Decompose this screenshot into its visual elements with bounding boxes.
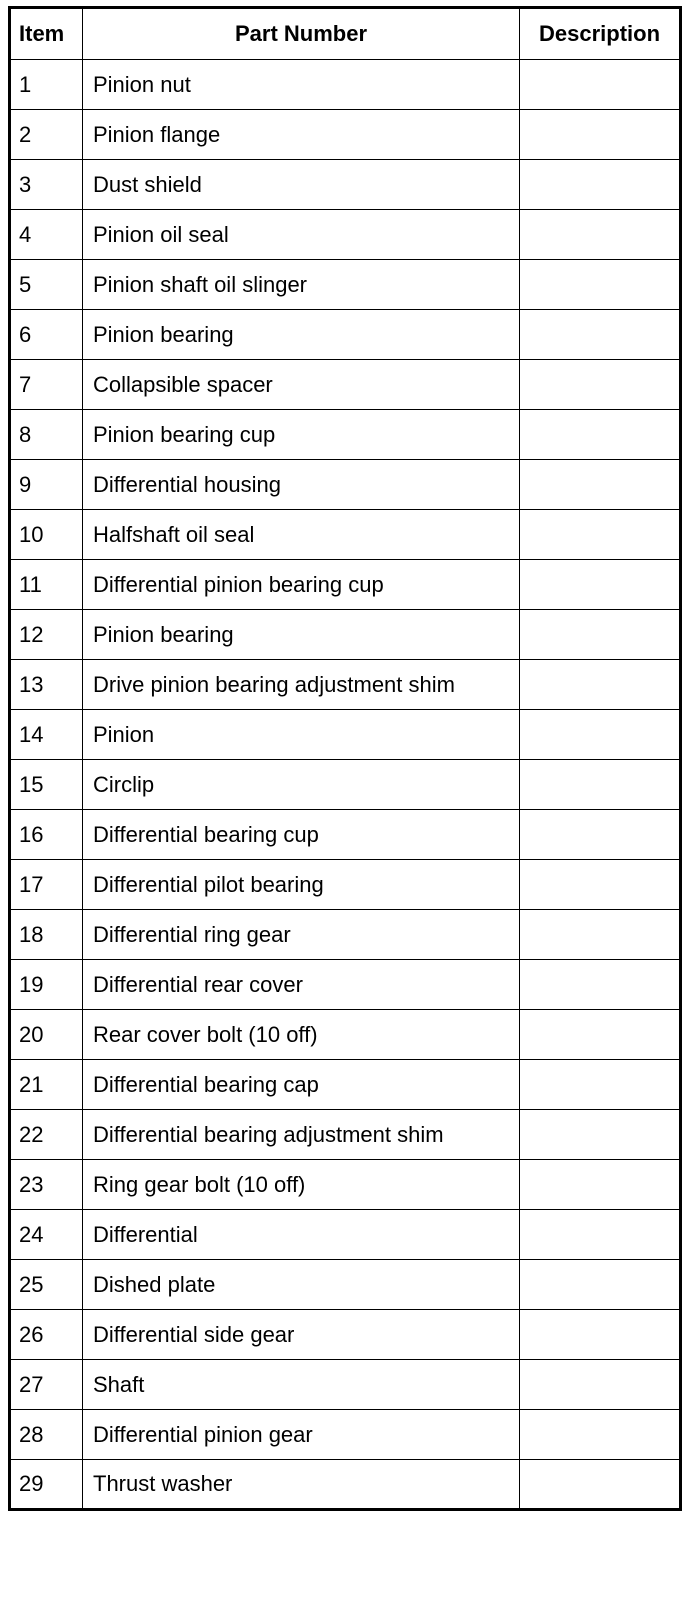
row-item-number: 24 <box>10 1210 83 1260</box>
row-item-number: 29 <box>10 1460 83 1510</box>
table-row <box>10 1010 681 1060</box>
row-item-number: 14 <box>10 710 83 760</box>
row-item-number: 20 <box>10 1010 83 1060</box>
row-part-name: Differential pinion bearing cup <box>83 560 520 610</box>
row-description <box>520 1010 681 1060</box>
row-part-name: Differential housing <box>83 460 520 510</box>
row-item-number: 19 <box>10 960 83 1010</box>
row-description <box>520 1260 681 1310</box>
row-part-name: Collapsible spacer <box>83 360 520 410</box>
row-item-number: 9 <box>10 460 83 510</box>
row-item-number: 2 <box>10 110 83 160</box>
row-item-number: 7 <box>10 360 83 410</box>
table-row <box>10 910 681 960</box>
table-row <box>10 1410 681 1460</box>
table-row <box>10 1210 681 1260</box>
row-description <box>520 810 681 860</box>
row-part-name: Pinion bearing cup <box>83 410 520 460</box>
row-description <box>520 1060 681 1110</box>
row-description <box>520 710 681 760</box>
row-description <box>520 1360 681 1410</box>
row-item-number: 26 <box>10 1310 83 1360</box>
row-description <box>520 1460 681 1510</box>
parts-table <box>8 6 682 1511</box>
row-part-name: Differential side gear <box>83 1310 520 1360</box>
table-row <box>10 1310 681 1360</box>
table-row <box>10 260 681 310</box>
table-row <box>10 310 681 360</box>
row-item-number: 28 <box>10 1410 83 1460</box>
row-description <box>520 610 681 660</box>
table-row <box>10 1110 681 1160</box>
table-row <box>10 810 681 860</box>
table-row <box>10 210 681 260</box>
row-part-name: Pinion flange <box>83 110 520 160</box>
row-description <box>520 260 681 310</box>
row-description <box>520 860 681 910</box>
row-part-name: Shaft <box>83 1360 520 1410</box>
row-description <box>520 1110 681 1160</box>
row-item-number: 10 <box>10 510 83 560</box>
row-item-number: 3 <box>10 160 83 210</box>
row-part-name: Differential bearing cup <box>83 810 520 860</box>
row-description <box>520 60 681 110</box>
row-item-number: 17 <box>10 860 83 910</box>
row-description <box>520 110 681 160</box>
row-description <box>520 910 681 960</box>
row-item-number: 11 <box>10 560 83 610</box>
row-part-name: Pinion bearing <box>83 610 520 660</box>
header-row <box>10 8 681 60</box>
row-description <box>520 1210 681 1260</box>
row-item-number: 4 <box>10 210 83 260</box>
row-part-name: Ring gear bolt (10 off) <box>83 1160 520 1210</box>
table-row <box>10 560 681 610</box>
row-item-number: 15 <box>10 760 83 810</box>
row-description <box>520 510 681 560</box>
row-description <box>520 660 681 710</box>
row-part-name: Drive pinion bearing adjustment shim <box>83 660 520 710</box>
row-description <box>520 460 681 510</box>
header-part-number: Part Number <box>83 8 520 60</box>
row-item-number: 12 <box>10 610 83 660</box>
row-item-number: 22 <box>10 1110 83 1160</box>
table-row <box>10 110 681 160</box>
table-row <box>10 860 681 910</box>
row-description <box>520 1310 681 1360</box>
row-item-number: 21 <box>10 1060 83 1110</box>
row-item-number: 6 <box>10 310 83 360</box>
table-row <box>10 710 681 760</box>
row-item-number: 18 <box>10 910 83 960</box>
row-description <box>520 1160 681 1210</box>
row-description <box>520 360 681 410</box>
row-item-number: 5 <box>10 260 83 310</box>
row-description <box>520 560 681 610</box>
row-part-name: Differential pinion gear <box>83 1410 520 1460</box>
header-item: Item <box>10 8 83 60</box>
table-header <box>10 8 681 60</box>
table-row <box>10 760 681 810</box>
row-item-number: 13 <box>10 660 83 710</box>
row-item-number: 27 <box>10 1360 83 1410</box>
row-item-number: 23 <box>10 1160 83 1210</box>
row-part-name: Differential bearing adjustment shim <box>83 1110 520 1160</box>
row-description <box>520 210 681 260</box>
table-row <box>10 1460 681 1510</box>
table-row <box>10 1360 681 1410</box>
table-row <box>10 510 681 560</box>
table-row <box>10 60 681 110</box>
row-part-name: Differential rear cover <box>83 960 520 1010</box>
row-part-name: Dished plate <box>83 1260 520 1310</box>
table-row <box>10 160 681 210</box>
table-row <box>10 360 681 410</box>
row-part-name: Thrust washer <box>83 1460 520 1510</box>
table-row <box>10 410 681 460</box>
table-row <box>10 610 681 660</box>
table-row <box>10 460 681 510</box>
row-item-number: 25 <box>10 1260 83 1310</box>
row-description <box>520 1410 681 1460</box>
table-row <box>10 660 681 710</box>
table-row <box>10 1060 681 1110</box>
row-item-number: 8 <box>10 410 83 460</box>
row-part-name: Differential bearing cap <box>83 1060 520 1110</box>
table-row <box>10 1260 681 1310</box>
row-part-name: Differential <box>83 1210 520 1260</box>
row-description <box>520 960 681 1010</box>
row-item-number: 16 <box>10 810 83 860</box>
row-part-name: Pinion shaft oil slinger <box>83 260 520 310</box>
row-description <box>520 760 681 810</box>
row-part-name: Pinion nut <box>83 60 520 110</box>
row-part-name: Rear cover bolt (10 off) <box>83 1010 520 1060</box>
row-part-name: Halfshaft oil seal <box>83 510 520 560</box>
row-part-name: Pinion oil seal <box>83 210 520 260</box>
table-body <box>10 60 681 1510</box>
row-part-name: Differential ring gear <box>83 910 520 960</box>
header-description: Description <box>520 8 681 60</box>
row-description <box>520 410 681 460</box>
row-description <box>520 310 681 360</box>
row-part-name: Circlip <box>83 760 520 810</box>
row-part-name: Pinion <box>83 710 520 760</box>
row-description <box>520 160 681 210</box>
table-row <box>10 1160 681 1210</box>
row-part-name: Pinion bearing <box>83 310 520 360</box>
row-part-name: Differential pilot bearing <box>83 860 520 910</box>
row-part-name: Dust shield <box>83 160 520 210</box>
row-item-number: 1 <box>10 60 83 110</box>
table-row <box>10 960 681 1010</box>
